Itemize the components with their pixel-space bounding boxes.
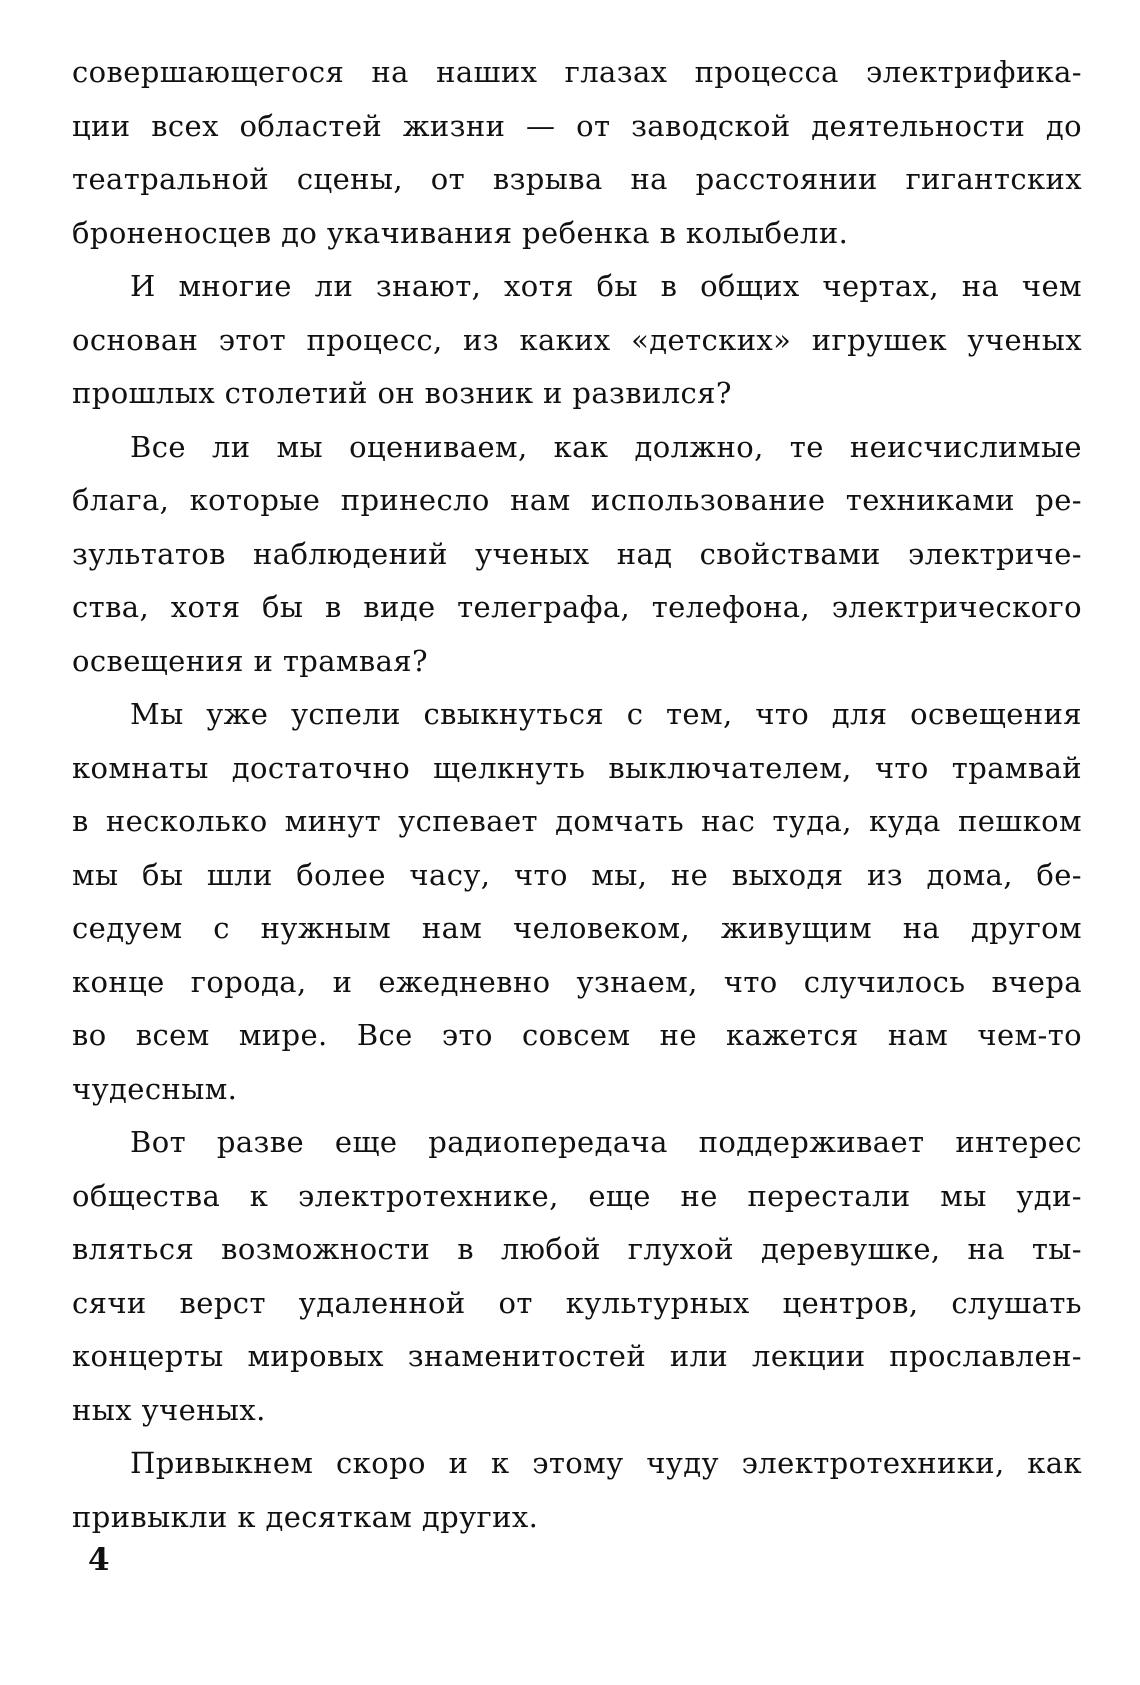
text-line: Вот разве еще радиопередача поддерживает интерес [130,1125,1082,1159]
text-line: комнаты достаточно щелкнуть выключателем, что трамвай [72,750,1082,785]
text-line: концерты мировых знаменитостей или лекции прославлен- [72,1339,1082,1373]
text-line: театральной сцены, от взрыва на расстоянии гигантских [72,162,1082,196]
text-line: Привыкнем скоро и к этому чуду электротехники, как [130,1446,1082,1480]
body-text [72,46,1082,1544]
text-line: ных ученых. [72,1392,266,1427]
text-line: чудесным. [72,1071,238,1106]
text-line: ства, хотя бы в виде телеграфа, телефона, электрического [72,590,1082,624]
paragraph [72,1116,1082,1437]
text-line: вляться возможности в любой глухой деревушке, на ты- [72,1232,1082,1266]
text-line: освещения и трамвая? [72,643,428,678]
text-line: седуем с нужным нам человеком, живущим на другом [72,911,1082,945]
text-line: сячи верст удаленной от культурных центров, слушать [72,1285,1082,1320]
text-line: в несколько минут успевает домчать нас туда, куда пешком [72,804,1082,838]
text-line: основан этот процесс, из каких «детских» игрушек ученых [72,322,1082,357]
paragraph [72,421,1082,689]
paragraph [72,46,1082,260]
text-line: совершающегося на наших глазах процесса электрифика- [72,55,1082,89]
paragraph [72,1437,1082,1544]
text-line: мы бы шли более часу, что мы, не выходя из дома, бе- [72,857,1082,892]
text-line: конце города, и ежедневно узнаем, что случилось вчера [72,964,1082,999]
text-line: броненосцев до укачивания ребенка в колыбели. [72,215,849,250]
text-line: И многие ли знают, хотя бы в общих чертах, на чем [130,269,1082,303]
text-line: зультатов наблюдений ученых над свойствами электриче- [72,536,1082,571]
text-line: ции всех областей жизни — от заводской деятельности до [72,108,1082,143]
paragraph [72,688,1082,1116]
text-line: общества к электротехнике, еще не перестали мы уди- [72,1178,1082,1213]
text-line: Мы уже успели свыкнуться с тем, что для освещения [130,697,1082,731]
text-line: блага, которые принесло нам использование техниками ре- [72,483,1082,517]
text-line: Все ли мы оцениваем, как должно, те неисчислимые [130,429,1082,464]
paragraph [72,260,1082,421]
text-line: во всем мире. Все это совсем не кажется нам чем-то [72,1018,1082,1052]
page-number: 4 [88,1542,110,1578]
text-line: прошлых столетий он возник и развился? [72,376,732,410]
text-line: привыкли к десяткам других. [72,1499,539,1534]
